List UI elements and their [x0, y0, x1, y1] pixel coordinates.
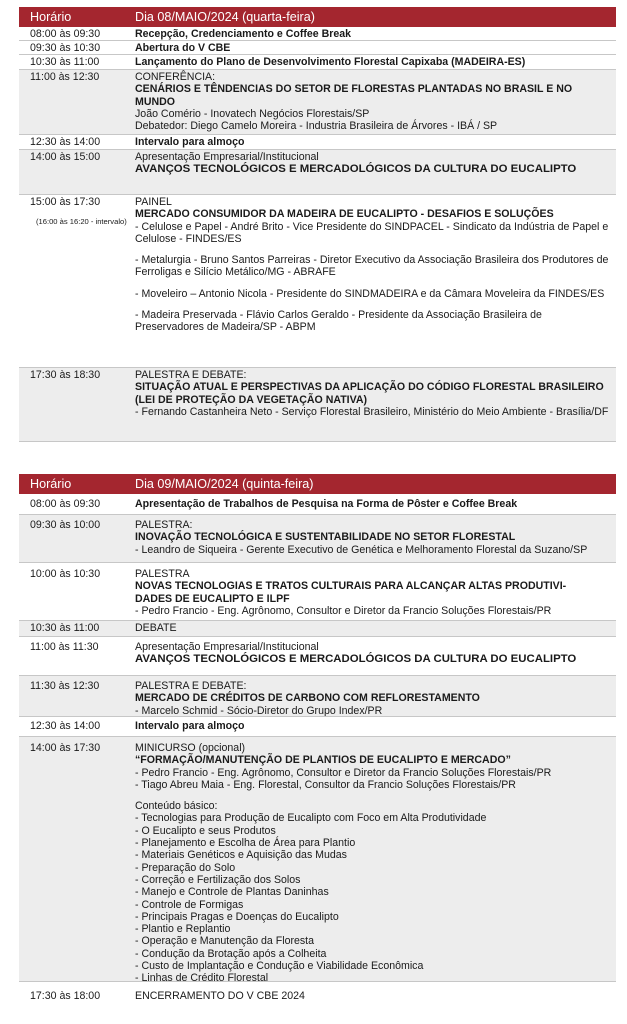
content-item: - O Eucalipto e seus Produtos: [135, 824, 276, 837]
schedule-row: [19, 494, 616, 515]
schedule-row: [19, 150, 616, 195]
row-text: Lançamento do Plano de Desenvolvimento Florestal Capixaba (MADEIRA-ES): [135, 56, 526, 68]
content-item: - Correção e Fertilização dos Solos: [135, 873, 301, 886]
schedule-day-2: [19, 474, 616, 1012]
row-text: Abertura do V CBE: [135, 42, 231, 54]
row-time: 08:00 às 09:30: [30, 28, 101, 40]
schedule-header: [19, 7, 616, 27]
session-type: PALESTRA: [135, 568, 190, 580]
row-text: Apresentação de Trabalhos de Pesquisa na Forma de Pôster e Coffee Break: [135, 498, 518, 510]
header-time-label: Horário: [30, 477, 72, 491]
row-content: [132, 195, 616, 367]
row-text: Recepção, Credenciamento e Coffee Break: [135, 28, 352, 40]
session-type: CONFERÊNCIA:: [135, 71, 216, 83]
content-item: - Tecnologias para Produção de Eucalipto com Foco em Alta Produtividade: [135, 812, 487, 825]
schedule-row: [19, 27, 616, 41]
schedule-row: [19, 368, 616, 442]
row-time: 08:00 às 09:30: [30, 498, 101, 510]
schedule-row: [19, 515, 616, 563]
row-time: 09:30 às 10:30: [30, 42, 101, 54]
row-time: 17:30 às 18:30: [30, 369, 101, 381]
header-time-label: Horário: [30, 10, 72, 24]
panelist-item: - Celulose e Papel - André Brito - Vice Presidente do SINDPACEL - Sindicato da Indústria de Papel e Celulose - FINDES/ES: [135, 220, 609, 245]
row-time: 10:00 às 10:30: [30, 568, 101, 580]
speaker-line: - Leandro de Siqueira - Gerente Executivo de Genética e Melhoramento Florestal da Suzano/SP: [135, 543, 588, 556]
session-type: PAINEL: [135, 196, 172, 208]
session-type: MINICURSO (opcional): [135, 742, 246, 754]
row-time: 10:30 às 11:00: [30, 56, 100, 68]
schedule-row: [19, 737, 616, 982]
header-date-label: Dia 08/MAIO/2024 (quarta-feira): [135, 10, 315, 24]
session-title: INOVAÇÃO TECNOLÓGICA E SUSTENTABILIDADE NO SETOR FLORESTAL: [135, 531, 516, 544]
speaker-line: Debatedor: Diego Camelo Moreira - Industria Brasileira de Árvores - IBÁ / SP: [135, 120, 498, 133]
row-content: [132, 515, 616, 562]
speaker-line: - Pedro Francio - Eng. Agrônomo, Consultor e Diretor da Francio Soluções Florestais/PR: [135, 604, 552, 617]
content-item: - Preparação do Solo: [135, 861, 236, 874]
schedule-header: [19, 474, 616, 494]
panelist-item: - Madeira Preservada - Flávio Carlos Geraldo - Presidente da Associação Brasileira de Preservadores de Madeira/SP - ABPM: [135, 309, 542, 334]
schedule-row: [19, 621, 616, 637]
speaker-line: João Comério - Inovatech Negócios Florestais/SP: [135, 107, 370, 120]
row-time: 14:00 às 17:30: [30, 742, 101, 754]
row-time: 12:30 às 14:00: [30, 136, 101, 148]
session-title: NOVAS TECNOLOGIAS E TRATOS CULTURAIS PARA ALCANÇAR ALTAS PRODUTIVI-DADES DE EUCALIPTO E ILPF: [135, 580, 567, 605]
session-type: PALESTRA E DEBATE:: [135, 680, 247, 692]
speaker-line: - Marcelo Schmid - Sócio-Diretor do Grupo Index/PR: [135, 704, 383, 717]
row-content: [132, 676, 616, 716]
content-item: - Materiais Genéticos e Aquisição das Mudas: [135, 849, 347, 862]
break-note: (16:00 às 16:20 - intervalo): [36, 217, 127, 227]
row-content: [132, 737, 616, 981]
content-item: - Planejamento e Escolha de Área para Plantio: [135, 837, 356, 850]
session-type: PALESTRA E DEBATE:: [135, 369, 247, 381]
row-content: [132, 368, 616, 441]
panelist-item: - Moveleiro – Antonio Nicola - Presidente do SINDMADEIRA e da Câmara Moveleira da FINDES/ES: [135, 287, 605, 300]
session-title: “FORMAÇÃO/MANUTENÇÃO DE PLANTIOS DE EUCALIPTO E MERCADO”: [135, 754, 511, 767]
row-time: [19, 195, 132, 367]
content-item: - Principais Pragas e Doenças do Eucalipto: [135, 910, 339, 923]
row-content: [132, 563, 616, 620]
row-time: 10:30 às 11:00: [30, 622, 100, 634]
content-item: - Operação e Manutenção da Floresta: [135, 935, 315, 948]
speaker-line: - Pedro Francio - Eng. Agrônomo, Consultor e Diretor da Francio Soluções Florestais/PR: [135, 766, 552, 779]
row-time: 12:30 às 14:00: [30, 720, 101, 732]
speaker-line: - Tiago Abreu Maia - Eng. Florestal, Consultor da Francio Soluções Florestais/PR: [135, 778, 516, 791]
row-content: [132, 70, 616, 134]
schedule-row: [19, 982, 616, 1012]
row-time: 09:30 às 10:00: [30, 519, 101, 531]
schedule-row: [19, 195, 616, 368]
session-type: Apresentação Empresarial/Institucional: [135, 151, 319, 163]
schedule-row: [19, 637, 616, 676]
content-item: - Condução da Brotação após a Colheita: [135, 947, 327, 960]
row-content: [132, 637, 616, 675]
content-label: Conteúdo básico:: [135, 800, 218, 813]
row-text: DEBATE: [135, 622, 177, 634]
content-item: - Linhas de Crédito Florestal: [135, 972, 269, 982]
row-text: ENCERRAMENTO DO V CBE 2024: [135, 990, 305, 1002]
schedule-row: [19, 676, 616, 717]
session-title: CENÁRIOS E TÊNDENCIAS DO SETOR DE FLORESTAS PLANTADAS NO BRASIL E NO MUNDO: [135, 83, 573, 108]
session-title: MERCADO CONSUMIDOR DA MADEIRA DE EUCALIPTO - DESAFIOS E SOLUÇÕES: [135, 208, 554, 221]
session-title: AVANÇOS TECNOLÓGICOS E MERCADOLÓGICOS DA CULTURA DO EUCALIPTO: [135, 163, 577, 176]
schedule-row: [19, 70, 616, 135]
content-item: - Controle de Formigas: [135, 898, 244, 911]
panelist-item: - Metalurgia - Bruno Santos Parreiras - Diretor Executivo da Associação Brasileira dos Produtores de Ferroligas e Silício Metálico/MG - ABRAFE: [135, 254, 609, 279]
row-time: 14:00 às 15:00: [30, 151, 101, 163]
session-title: SITUAÇÃO ATUAL E PERSPECTIVAS DA APLICAÇÃO DO CÓDIGO FLORESTAL BRASILEIRO (LEI DE PROTEÇÃO DA VEGETAÇÃO NATIVA): [135, 381, 604, 406]
schedule-row: [19, 717, 616, 737]
schedule-day-1: [19, 7, 616, 442]
row-time: 11:00 às 12:30: [30, 71, 100, 83]
content-item: - Manejo e Controle de Plantas Daninhas: [135, 886, 329, 899]
row-time: 11:00 às 11:30: [30, 641, 99, 653]
row-time: 17:30 às 18:00: [30, 990, 101, 1002]
session-title: AVANÇOS TECNOLÓGICOS E MERCADOLÓGICOS DA CULTURA DO EUCALIPTO: [135, 653, 577, 666]
session-title: MERCADO DE CRÉDITOS DE CARBONO COM REFLORESTAMENTO: [135, 692, 480, 705]
row-text: Intervalo para almoço: [135, 136, 245, 148]
row-time-text: 15:00 às 17:30: [30, 196, 101, 208]
session-type: Apresentação Empresarial/Institucional: [135, 641, 319, 653]
session-type: PALESTRA:: [135, 519, 193, 531]
schedule-row: [19, 55, 616, 70]
header-date-label: Dia 09/MAIO/2024 (quinta-feira): [135, 477, 314, 491]
schedule-row: [19, 135, 616, 150]
schedule-row: [19, 563, 616, 621]
row-content: [132, 150, 616, 194]
schedule-row: [19, 41, 616, 55]
speaker-line: - Fernando Castanheira Neto - Serviço Florestal Brasileiro, Ministério do Meio Ambiente - Brasília/DF: [135, 405, 609, 418]
content-item: - Custo de Implantação e Condução e Viabilidade Econômica: [135, 960, 424, 973]
row-text: Intervalo para almoço: [135, 720, 245, 732]
content-item: - Plantio e Replantio: [135, 923, 231, 936]
row-time: 11:30 às 12:30: [30, 680, 100, 692]
